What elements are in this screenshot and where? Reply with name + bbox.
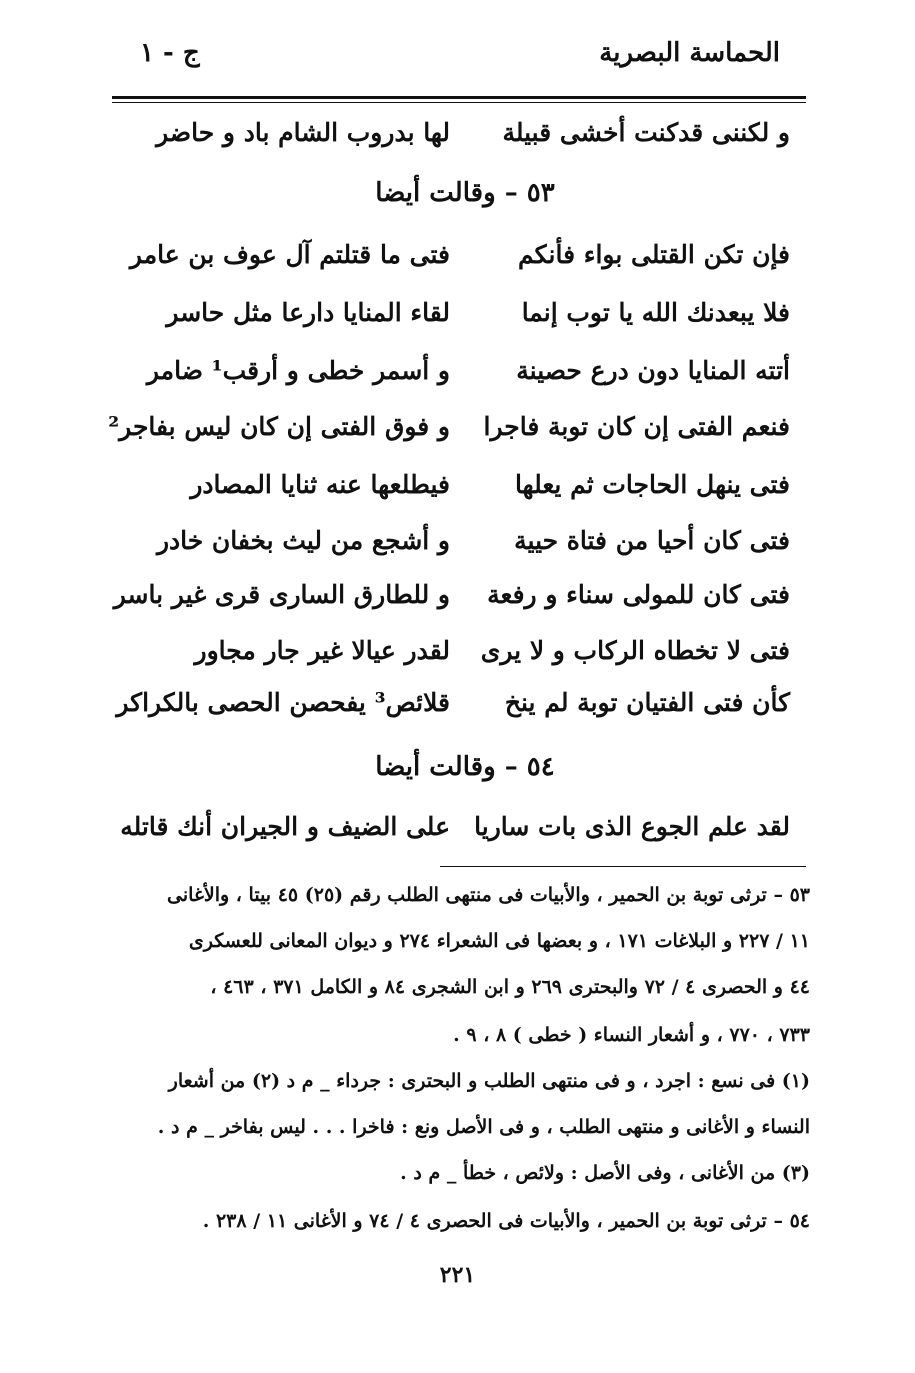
first-hemistich: لقد علم الجوع الذى بات ساريا — [474, 812, 790, 841]
second-hemistich: لها بدروب الشام باد و حاضر — [156, 118, 450, 147]
book-title: الحماسة البصرية — [599, 38, 780, 68]
poem-title: ٥٣ – وقالت أيضا — [375, 178, 555, 208]
running-header — [140, 38, 780, 78]
verse-line — [140, 636, 790, 682]
first-hemistich: فلا يبعدنك الله يا توب إنما — [521, 298, 790, 327]
verse-line — [120, 812, 790, 858]
footnote-line: (١) فى نسع : اجرد ، و فى منتهى الطلب و البحترى : جرداء _ م د (٢) من أشعار — [168, 1070, 810, 1092]
first-hemistich: كأن فتى الفتيان توبة لم ينخ — [504, 688, 790, 717]
second-hemistich: فيطلعها عنه ثنايا المصادر — [190, 470, 450, 499]
footnote-line: ٥٤ – ترثى توبة بن الحمير ، والأبيات فى الحصرى ٤ / ٧٤ و الأغانى ١١ / ٢٣٨ . — [202, 1210, 810, 1232]
verse-line — [140, 470, 790, 516]
footnote-line: ٤٤ و الحصرى ٤ / ٧٢ والبحترى ٢٦٩ و ابن الشجرى ٨٤ و الكامل ٣٧١ ، ٤٦٣ ، — [210, 976, 810, 998]
verse-line — [108, 412, 790, 458]
second-hemistich: فتى ما قتلتم آل عوف بن عامر — [129, 240, 450, 269]
footnote-line: ٥٣ – ترثى توبة بن الحمير ، والأبيات فى منتهى الطلب رقم (٢٥) ٤٥ بيتا ، والأغانى — [167, 884, 810, 906]
second-hemistich: و أشجع من ليث بخفان خادر — [156, 526, 450, 555]
footnote-line: النساء و الأغانى و منتهى الطلب ، و فى الأصل ونع : فاخرا . . . ليس بفاخر _ م د . — [157, 1116, 810, 1138]
footnote-separator — [440, 866, 806, 867]
footnote-line: ١١ / ٢٢٧ و البلاغات ١٧١ ، و بعضها فى الشعراء ٢٧٤ و ديوان المعانى للعسكرى — [188, 930, 810, 952]
second-hemistich: على الضيف و الجيران أنك قاتله — [120, 812, 450, 841]
first-hemistich: فإن تكن القتلى بواء فأنكم — [518, 240, 790, 269]
verse-line — [140, 526, 790, 572]
footnote-line: (٣) من الأغانى ، وفى الأصل : ولائص ، خطأ _ م د . — [400, 1162, 810, 1184]
verse-line — [140, 356, 790, 402]
verse-line — [140, 118, 790, 164]
first-hemistich: فتى كان أحيا من فتاة حيية — [514, 526, 790, 555]
second-hemistich: و فوق الفتى إن كان ليس بفاجر² — [108, 412, 450, 441]
page-number: ٢٢١ — [439, 1262, 476, 1288]
first-hemistich: فنعم الفتى إن كان توبة فاجرا — [483, 412, 790, 441]
verse-line — [116, 688, 790, 734]
first-hemistich: فتى كان للمولى سناء و رفعة — [487, 580, 790, 609]
second-hemistich: و أسمر خطى و أرقب¹ ضامر — [146, 356, 450, 385]
volume-label: ج - ١ — [140, 38, 200, 68]
header-rule-thick — [112, 96, 806, 99]
verse-line — [113, 580, 790, 626]
second-hemistich: قلائص³ يفحصن الحصى بالكراكر — [116, 688, 450, 717]
verse-line — [129, 240, 790, 286]
header-rule-thin — [112, 102, 806, 103]
first-hemistich: و لكننى قدكنت أخشى قبيلة — [502, 118, 790, 147]
first-hemistich: فتى ينهل الحاجات ثم يعلها — [514, 470, 790, 499]
first-hemistich: أتته المنايا دون درع حصينة — [516, 356, 790, 385]
first-hemistich: فتى لا تخطاه الركاب و لا يرى — [480, 636, 790, 665]
poem-title: ٥٤ – وقالت أيضا — [375, 752, 555, 782]
second-hemistich: لقدر عيالا غير جار مجاور — [194, 636, 450, 665]
second-hemistich: لقاء المنايا دارعا مثل حاسر — [166, 298, 450, 327]
second-hemistich: و للطارق السارى قرى غير باسر — [113, 580, 450, 609]
footnote-line: ٧٣٣ ، ٧٧٠ ، و أشعار النساء ( خطى ) ٨ ، ٩ . — [453, 1024, 810, 1046]
verse-line — [140, 298, 790, 344]
